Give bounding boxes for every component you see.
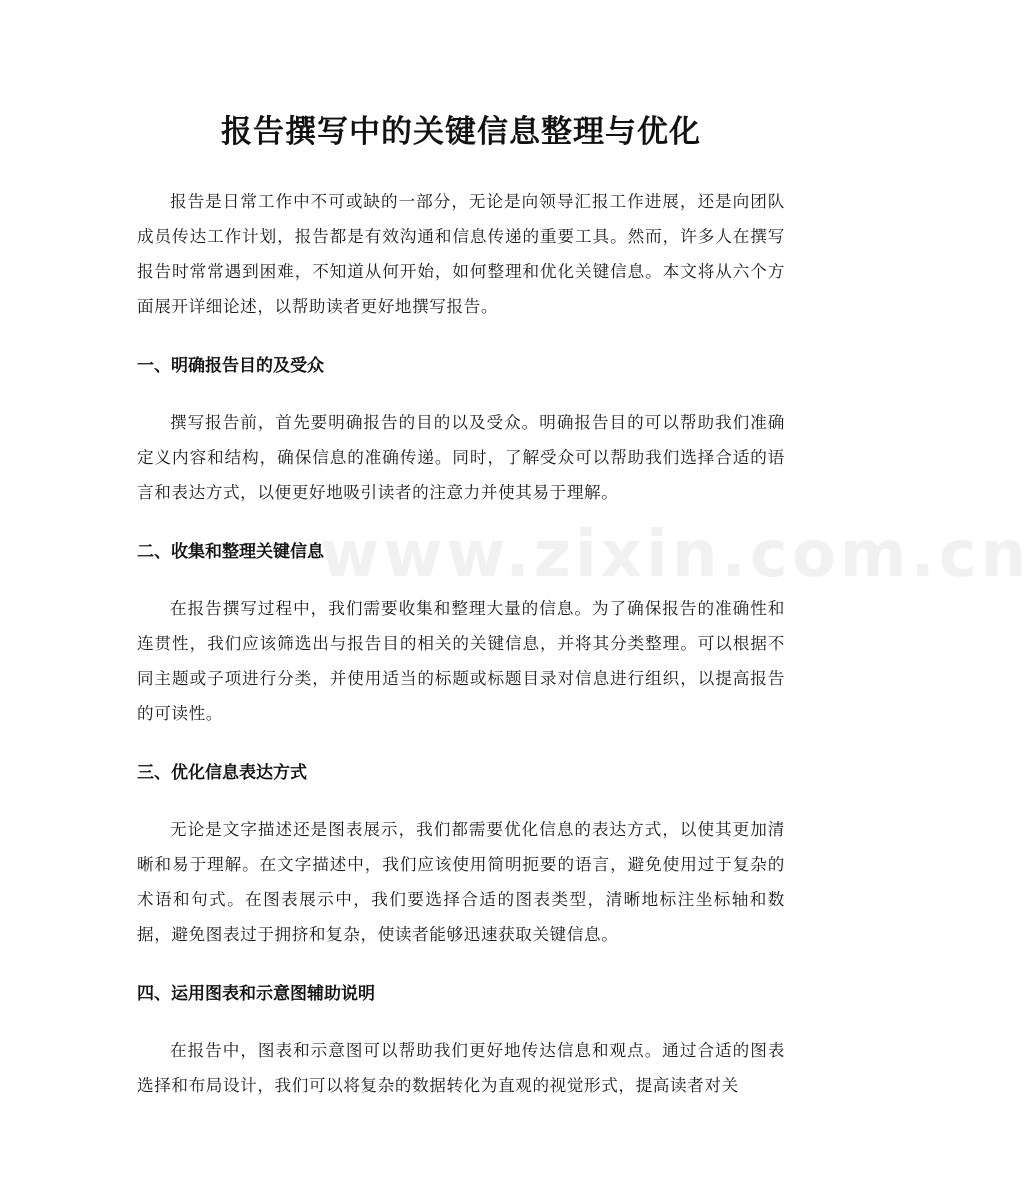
section-2-paragraph: 在报告撰写过程中，我们需要收集和整理大量的信息。为了确保报告的准确性和连贯性，我们应该筛选出与报告目的相关的关键信息，并将其分类整理。可以根据不同主题或子项进行分类，并使用适当的标题或标题目录对信息进行组织，以提高报告的可读性。	[137, 599, 785, 723]
section-1-heading: 一、明确报告目的及受众	[137, 356, 324, 376]
document-title: 报告撰写中的关键信息整理与优化	[221, 114, 701, 150]
section-1-paragraph: 撰写报告前，首先要明确报告的目的以及受众。明确报告目的可以帮助我们准确定义内容和结构，确保信息的准确传递。同时，了解受众可以帮助我们选择合适的语言和表达方式，以便更好地吸引读者的注意力并使其易于理解。	[137, 413, 785, 502]
section-2-heading: 二、收集和整理关键信息	[137, 542, 324, 562]
watermark-text: www.zixin.com.cn	[320, 518, 1030, 592]
section-3-paragraph: 无论是文字描述还是图表展示，我们都需要优化信息的表达方式，以使其更加清晰和易于理解。在文字描述中，我们应该使用简明扼要的语言，避免使用过于复杂的术语和句式。在图表展示中，我们要选择合适的图表类型，清晰地标注坐标轴和数据，避免图表过于拥挤和复杂，使读者能够迅速获取关键信息。	[137, 820, 785, 944]
section-4-paragraph: 在报告中，图表和示意图可以帮助我们更好地传达信息和观点。通过合适的图表选择和布局设计，我们可以将复杂的数据转化为直观的视觉形式，提高读者对关	[137, 1041, 785, 1095]
section-3-heading: 三、优化信息表达方式	[137, 763, 307, 783]
intro-paragraph: 报告是日常工作中不可或缺的一部分，无论是向领导汇报工作进展，还是向团队成员传达工作计划，报告都是有效沟通和信息传递的重要工具。然而，许多人在撰写报告时常常遇到困难，不知道从何开始，如何整理和优化关键信息。本文将从六个方面展开详细论述，以帮助读者更好地撰写报告。	[137, 192, 785, 316]
document-page	[137, 0, 785, 1103]
section-4-heading: 四、运用图表和示意图辅助说明	[137, 984, 375, 1004]
